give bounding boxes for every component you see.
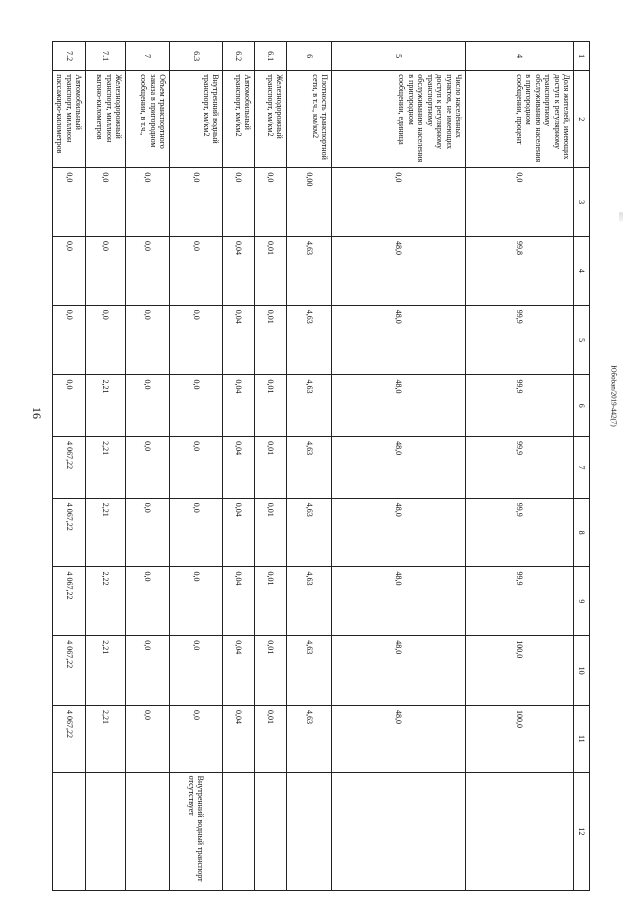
value-cell: 0,0	[52, 305, 85, 375]
table-row	[223, 42, 255, 891]
value-cell: 0,04	[223, 437, 255, 499]
row-number: 6	[287, 42, 332, 71]
header-cell: 5	[574, 305, 590, 375]
value-cell: 0,0	[86, 237, 126, 306]
value-cell: 0,0	[126, 636, 170, 706]
note-cell	[86, 772, 126, 890]
value-cell: 100,0	[466, 705, 574, 772]
value-cell: 0,04	[223, 498, 255, 567]
value-cell: 4,63	[287, 705, 332, 772]
header-cell: 11	[574, 705, 590, 772]
value-cell: 48,0	[332, 305, 466, 375]
table-row	[255, 42, 287, 891]
note-cell	[287, 772, 332, 890]
table-row	[86, 42, 126, 891]
value-cell: 4,63	[287, 305, 332, 375]
table-row	[332, 42, 466, 891]
value-cell: 0,0	[223, 168, 255, 237]
header-row	[574, 42, 590, 891]
row-name: Доля жителей, имеющих доступ к регулярному транспортному обслуживанию населения в пригородном сообщении, процент	[466, 71, 574, 168]
value-cell: 4 067,22	[52, 636, 85, 706]
value-cell: 2,21	[86, 636, 126, 706]
value-cell: 0,0	[170, 567, 223, 636]
value-cell: 0,0	[170, 168, 223, 237]
value-cell: 0,0	[126, 705, 170, 772]
value-cell: 48,0	[332, 498, 466, 567]
value-cell: 0,0	[86, 168, 126, 237]
header-cell: 12	[574, 772, 590, 890]
value-cell: 0,0	[52, 375, 85, 437]
table-row	[287, 42, 332, 891]
value-cell: 0,01	[255, 498, 287, 567]
value-cell: 99,9	[466, 305, 574, 375]
value-cell: 0,0	[126, 498, 170, 567]
value-cell: 0,04	[223, 237, 255, 306]
value-cell: 4,63	[287, 437, 332, 499]
row-name: Автомобильный транспорт, миллион пассажиро-километров	[52, 71, 85, 168]
value-cell: 4,63	[287, 375, 332, 437]
value-cell: 0,0	[126, 567, 170, 636]
table-row	[466, 42, 574, 891]
note-cell	[466, 772, 574, 890]
table-row	[52, 42, 85, 891]
value-cell: 0,0	[255, 168, 287, 237]
value-cell: 48,0	[332, 375, 466, 437]
value-cell: 48,0	[332, 705, 466, 772]
row-number: 7	[126, 42, 170, 71]
value-cell: 0,04	[223, 636, 255, 706]
row-name: Объем транспортного заказа в пригородном сообщении, в т.ч.,	[126, 71, 170, 168]
value-cell: 2,21	[86, 375, 126, 437]
row-number: 6.1	[255, 42, 287, 71]
value-cell: 0,0	[126, 437, 170, 499]
value-cell: 2,21	[86, 705, 126, 772]
value-cell: 0,0	[126, 375, 170, 437]
value-cell: 0,01	[255, 305, 287, 375]
note-cell	[255, 772, 287, 890]
value-cell: 48,0	[332, 567, 466, 636]
value-cell: 48,0	[332, 636, 466, 706]
note-cell	[223, 772, 255, 890]
value-cell: 0,0	[86, 305, 126, 375]
value-cell: 0,0	[170, 705, 223, 772]
value-cell: 4 067,22	[52, 498, 85, 567]
value-cell: 4,63	[287, 636, 332, 706]
value-cell: 0,04	[223, 305, 255, 375]
row-name: Железнодорожный транспорт, миллион вагоно-километров	[86, 71, 126, 168]
page-number: 16	[30, 407, 45, 419]
row-number: 6.2	[223, 42, 255, 71]
indicators-table	[52, 41, 590, 891]
header-cell: 1	[574, 42, 590, 71]
row-number: 7.1	[86, 42, 126, 71]
row-number: 5	[332, 42, 466, 71]
value-cell: 0,01	[255, 375, 287, 437]
value-cell: 0,04	[223, 375, 255, 437]
value-cell: 2,21	[86, 498, 126, 567]
note-cell	[332, 772, 466, 890]
header-cell: 10	[574, 636, 590, 706]
row-name: Автомобильный транспорт, км/км2	[223, 71, 255, 168]
value-cell: 0,01	[255, 636, 287, 706]
header-cell: 4	[574, 237, 590, 306]
value-cell: 0,0	[466, 168, 574, 237]
row-number: 4	[466, 42, 574, 71]
value-cell: 4 067,22	[52, 705, 85, 772]
header-cell: 3	[574, 168, 590, 237]
value-cell: 0,0	[52, 237, 85, 306]
value-cell: 0,01	[255, 567, 287, 636]
value-cell: 0,0	[170, 498, 223, 567]
value-cell: 0,01	[255, 437, 287, 499]
value-cell: 4 067,22	[52, 437, 85, 499]
rotated-table-wrapper	[55, 41, 590, 891]
value-cell: 100,0	[466, 636, 574, 706]
header-cell: 2	[574, 71, 590, 168]
value-cell: 0,0	[52, 168, 85, 237]
note-cell	[52, 772, 85, 890]
footer-code-text: Юбоban/2019-442(7)	[610, 365, 618, 427]
value-cell: 0,01	[255, 705, 287, 772]
value-cell: 0,0	[170, 237, 223, 306]
row-number: 6.3	[170, 42, 223, 71]
value-cell: 99,9	[466, 567, 574, 636]
value-cell: 99,9	[466, 375, 574, 437]
value-cell: 0,0	[126, 237, 170, 306]
row-name: Плотность транспортной сети, в т.ч., км/км2	[287, 71, 332, 168]
value-cell: 2,22	[86, 567, 126, 636]
value-cell: 0,04	[223, 567, 255, 636]
note-cell	[126, 772, 170, 890]
value-cell: 0,04	[223, 705, 255, 772]
value-cell: 0,0	[126, 168, 170, 237]
value-cell: 99,9	[466, 498, 574, 567]
value-cell: 0,0	[170, 305, 223, 375]
row-number: 7.2	[52, 42, 85, 71]
value-cell: 99,8	[466, 237, 574, 306]
note-cell: Внутренний водный транспорт отсутствует	[170, 772, 223, 890]
value-cell: 4,63	[287, 567, 332, 636]
row-name: Число населённых пунктов, не имеющих доступ к регулярному транспортному обслуживанию населения в пригородном сообщении, единица	[332, 71, 466, 168]
value-cell: 99,9	[466, 437, 574, 499]
header-cell: 6	[574, 375, 590, 437]
value-cell: 4,63	[287, 237, 332, 306]
value-cell: 2,21	[86, 437, 126, 499]
value-cell: 48,0	[332, 437, 466, 499]
row-name: Железнодорожный транспорт, км/км2	[255, 71, 287, 168]
value-cell: 0,0	[170, 636, 223, 706]
scan-smudge	[619, 212, 623, 222]
value-cell: 0,0	[126, 305, 170, 375]
value-cell: 0,00	[287, 168, 332, 237]
row-name: Внутренний водный транспорт, км/км2	[170, 71, 223, 168]
value-cell: 0,0	[170, 437, 223, 499]
value-cell: 48,0	[332, 237, 466, 306]
header-cell: 8	[574, 498, 590, 567]
value-cell: 0,0	[170, 375, 223, 437]
header-cell: 7	[574, 437, 590, 499]
table-row	[170, 42, 223, 891]
header-cell: 9	[574, 567, 590, 636]
value-cell: 0,0	[332, 168, 466, 237]
value-cell: 4,63	[287, 498, 332, 567]
value-cell: 0,01	[255, 237, 287, 306]
table-row	[126, 42, 170, 891]
footer-code	[608, 365, 620, 427]
value-cell: 4 067,22	[52, 567, 85, 636]
